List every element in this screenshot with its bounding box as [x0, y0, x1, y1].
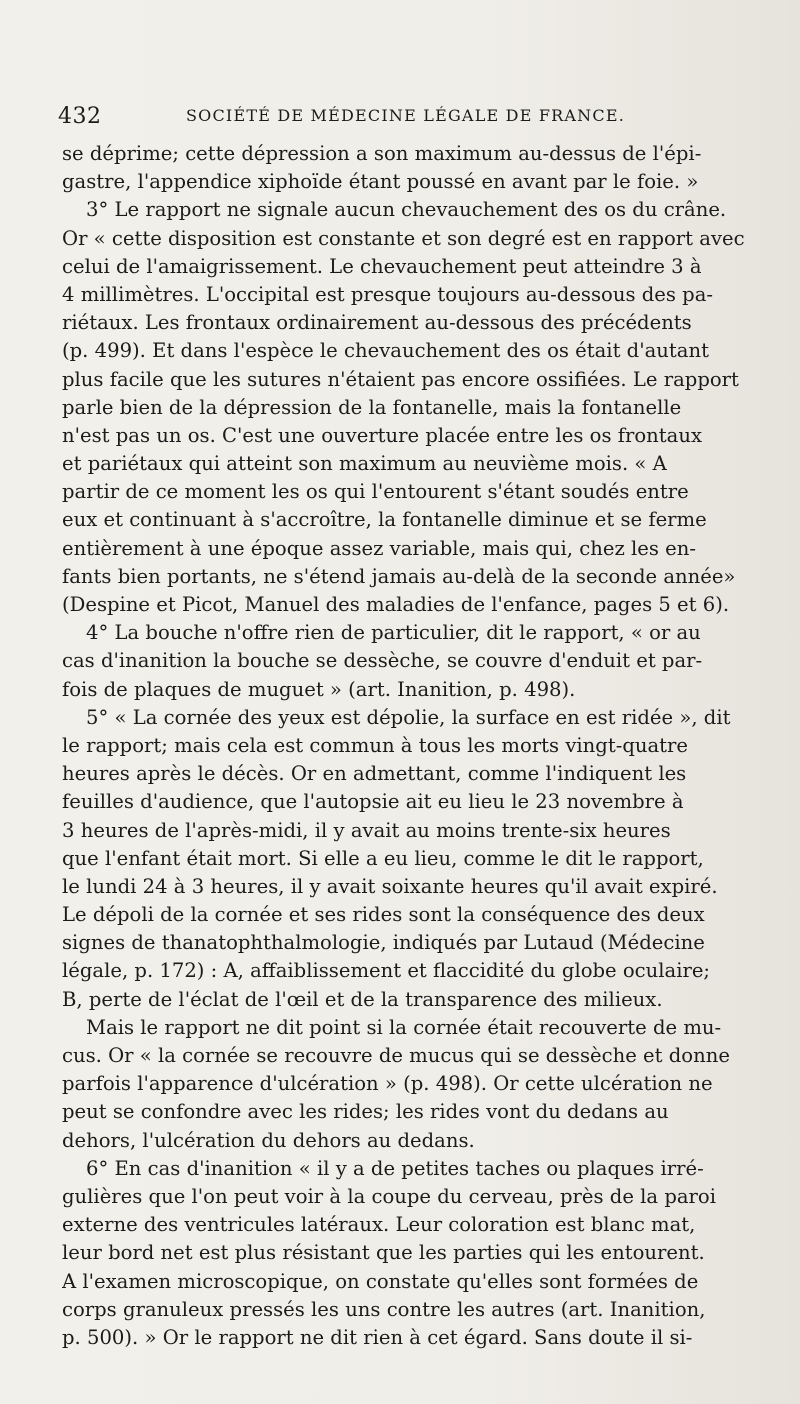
text-line: gastre, l'appendice xiphoïde étant poussé en avant par le foie. » — [62, 170, 699, 194]
text-line: que l'enfant était mort. Si elle a eu lieu, comme le dit le rapport, — [62, 846, 704, 870]
text-line: peut se confondre avec les rides; les rides vont du dedans au — [62, 1100, 669, 1124]
text-line: gulières que l'on peut voir à la coupe du cerveau, près de la paroi — [62, 1184, 716, 1208]
text-line: celui de l'amaigrissement. Le chevauchement peut atteindre 3 à — [62, 254, 702, 278]
text-line: feuilles d'audience, que l'autopsie ait eu lieu le 23 novembre à — [62, 790, 684, 814]
text-line: légale, p. 172) : A, affaiblissement et flaccidité du globe oculaire; — [62, 959, 711, 983]
text-line: signes de thanatophthalmologie, indiqués par Lutaud (Médecine — [62, 931, 705, 955]
text-line: plus facile que les sutures n'étaient pas encore ossifiées. Le rapport — [62, 367, 739, 391]
text-line: 4° La bouche n'offre rien de particulier, dit le rapport, « or au — [86, 621, 701, 645]
text-line: Mais le rapport ne dit point si la cornée était recouverte de mu- — [86, 1015, 722, 1039]
text-line: riétaux. Les frontaux ordinairement au-dessous des précédents — [62, 311, 692, 335]
text-line: 6° En cas d'inanition « il y a de petites taches ou plaques irré- — [86, 1156, 704, 1180]
text-line: leur bord net est plus résistant que les parties qui les entourent. — [62, 1241, 705, 1265]
text-line: A l'examen microscopique, on constate qu'elles sont formées de — [62, 1269, 699, 1293]
text-line: se déprime; cette dépression a son maximum au-dessus de l'épi- — [62, 142, 702, 165]
page-header — [58, 100, 758, 134]
text-line: eux et continuant à s'accroître, la fontanelle diminue et se ferme — [62, 508, 707, 532]
text-line: parle bien de la dépression de la fontanelle, mais la fontanelle — [62, 395, 682, 419]
text-line: 5° « La cornée des yeux est dépolie, la surface en est ridée », dit — [86, 705, 731, 729]
text-line: (Despine et Picot, Manuel des maladies de l'enfance, pages 5 et 6). — [62, 593, 730, 616]
text-line: (p. 499). Et dans l'espèce le chevauchement des os était d'autant — [62, 339, 709, 363]
text-line: 3 heures de l'après-midi, il y avait au moins trente-six heures — [62, 818, 671, 842]
text-line: fants bien portants, ne s'étend jamais au-delà de la seconde année» — [62, 564, 736, 588]
text-line: cas d'inanition la bouche se dessèche, se couvre d'enduit et par- — [62, 649, 703, 673]
text-line: partir de ce moment les os qui l'entourent s'étant soudés entre — [62, 480, 689, 504]
text-line: Or « cette disposition est constante et son degré est en rapport avec — [62, 226, 745, 250]
text-line: 4 millimètres. L'occipital est presque toujours au-dessous des pa- — [62, 282, 713, 306]
text-line: 3° Le rapport ne signale aucun chevauchement des os du crâne. — [86, 198, 727, 222]
body-text — [62, 140, 762, 1352]
text-line: dehors, l'ulcération du dehors au dedans. — [62, 1128, 475, 1152]
text-line: cus. Or « la cornée se recouvre de mucus qui se dessèche et donne — [62, 1044, 730, 1067]
text-line: fois de plaques de muguet » (art. Inanition, p. 498). — [62, 677, 576, 701]
text-line: le rapport; mais cela est commun à tous les morts vingt-quatre — [62, 733, 688, 757]
text-line: heures après le décès. Or en admettant, comme l'indiquent les — [62, 762, 687, 786]
text-line: p. 500). » Or le rapport ne dit rien à cet égard. Sans doute il si- — [62, 1325, 693, 1349]
text-line: B, perte de l'éclat de l'œil et de la transparence des milieux. — [62, 987, 663, 1011]
text-line: parfois l'apparence d'ulcération » (p. 498). Or cette ulcération ne — [62, 1072, 713, 1096]
text-line: et pariétaux qui atteint son maximum au neuvième mois. « A — [62, 452, 667, 476]
text-line: le lundi 24 à 3 heures, il y avait soixante heures qu'il avait expiré. — [62, 874, 718, 898]
page-number: 432 — [58, 104, 102, 129]
text-line: n'est pas un os. C'est une ouverture placée entre les os frontaux — [62, 423, 703, 447]
text-line: externe des ventricules latéraux. Leur coloration est blanc mat, — [62, 1213, 696, 1237]
text-line: entièrement à une époque assez variable, mais qui, chez les en- — [62, 536, 696, 560]
running-title: SOCIÉTÉ DE MÉDECINE LÉGALE DE FRANCE. — [186, 106, 625, 125]
text-line: corps granuleux pressés les uns contre les autres (art. Inanition, — [62, 1297, 706, 1321]
text-line: Le dépoli de la cornée et ses rides sont la conséquence des deux — [62, 903, 705, 927]
